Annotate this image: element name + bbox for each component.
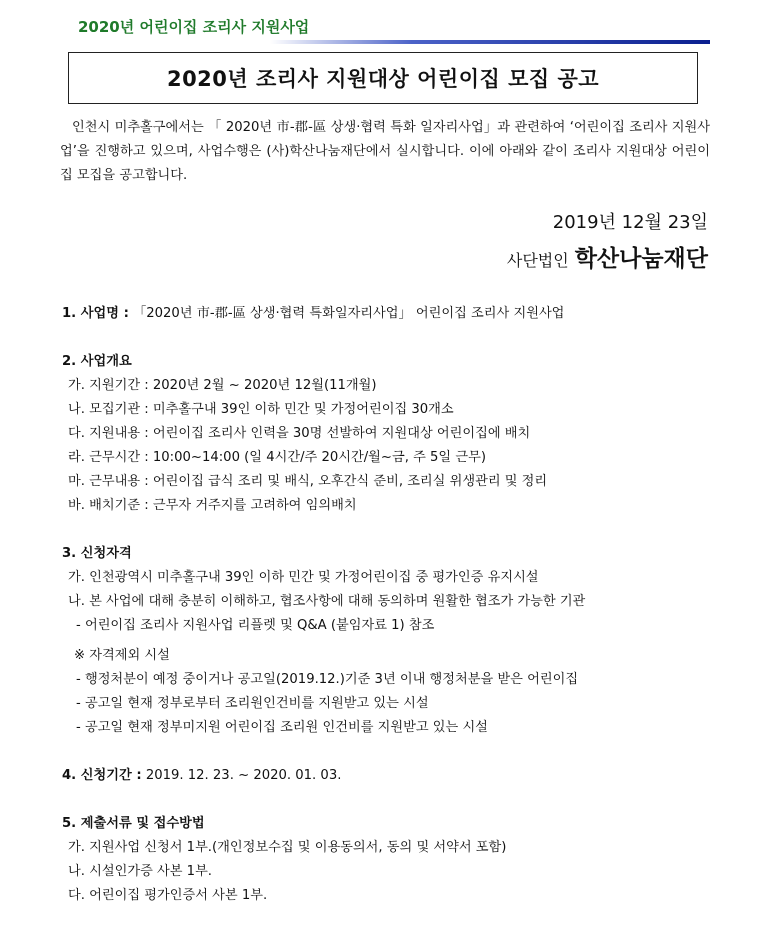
list-subitem: - 공고일 현재 정부로부터 조리원인건비를 지원받고 있는 시설 xyxy=(76,696,429,711)
list-item: 바. 배치기준 : 근무자 거주지를 고려하여 임의배치 xyxy=(68,498,357,513)
header-tag: 2020년 어린이집 조리사 지원사업 xyxy=(78,18,310,36)
list-item: 가. 지원기간 : 2020년 2월 ~ 2020년 12월(11개월) xyxy=(68,378,377,393)
section-overview xyxy=(62,350,742,518)
section-title: 2. 사업개요 xyxy=(62,354,132,369)
list-subitem: - 공고일 현재 정부미지원 어린이집 조리원 인건비를 지원받고 있는 시설 xyxy=(76,720,488,735)
list-item: 마. 근무내용 : 어린이집 급식 조리 및 배식, 오후간식 준비, 조리실 위생관리 및 정리 xyxy=(68,474,548,489)
list-item: 라. 근무시간 : 10:00~14:00 (일 4시간/주 20시간/월~금, 주 5일 근무) xyxy=(68,450,486,465)
list-subitem: - 행정처분이 예정 중이거나 공고일(2019.12.)기준 3년 이내 행정처분을 받은 어린이집 xyxy=(76,672,579,687)
notice-sections xyxy=(62,302,742,932)
header-rule xyxy=(0,40,710,44)
section-documents xyxy=(62,812,742,908)
list-item: 나. 시설인가증 사본 1부. xyxy=(68,864,213,879)
list-item: 다. 지원내용 : 어린이집 조리사 인력을 30명 선발하여 지원대상 어린이집에 배치 xyxy=(68,426,531,441)
section-title: 3. 신청자격 xyxy=(62,546,132,561)
section-title: 4. 신청기간 : xyxy=(62,768,142,783)
section-title: 5. 제출서류 및 접수방법 xyxy=(62,816,205,831)
page-title: 2020년 조리사 지원대상 어린이집 모집 공고 xyxy=(68,52,698,104)
exclusion-note-title: ※ 자격제외 시설 xyxy=(74,648,170,663)
list-item: 다. 어린이집 평가인증서 사본 1부. xyxy=(68,888,268,903)
section-text: 2019. 12. 23. ~ 2020. 01. 03. xyxy=(145,768,342,783)
section-eligibility xyxy=(62,542,742,740)
issue-date: 2019년 12월 23일 xyxy=(552,212,708,233)
list-subitem: - 어린이집 조리사 지원사업 리플렛 및 Q&A (붙임자료 1) 참조 xyxy=(76,618,435,633)
list-item: 나. 모집기관 : 미추홀구내 39인 이하 민간 및 가정어린이집 30개소 xyxy=(68,402,454,417)
org-name: 학산나눔재단 xyxy=(574,246,708,272)
section-project-name xyxy=(62,302,742,326)
list-item: 가. 인천광역시 미추홀구내 39인 이하 민간 및 가정어린이집 중 평가인증 유지시설 xyxy=(68,570,539,585)
list-item: 가. 지원사업 신청서 1부.(개인정보수집 및 이용동의서, 동의 및 서약서 포함) xyxy=(68,840,507,855)
org-prefix: 사단법인 xyxy=(506,251,569,270)
intro-paragraph: 인천시 미추홀구에서는 「 2020년 市-郡-區 상생·협력 특화 일자리사업」과 관련하여 ‘어린이집 조리사 지원사업’을 진행하고 있으며, 사업수행은 (사)학산나눔재단에서 실시합니다. 이에 아래와 같이 조리사 지원대상 어린이집 모집을 공고합니다. xyxy=(60,120,710,183)
section-text: 「2020년 市-郡-區 상생·협력 특화일자리사업」 어린이집 조리사 지원사업 xyxy=(133,306,565,321)
section-application-period xyxy=(62,764,742,788)
issuing-org xyxy=(507,240,708,273)
section-title: 1. 사업명 : xyxy=(62,306,129,321)
list-item: 나. 본 사업에 대해 충분히 이해하고, 협조사항에 대해 동의하며 원활한 협조가 가능한 기관 xyxy=(68,594,586,609)
